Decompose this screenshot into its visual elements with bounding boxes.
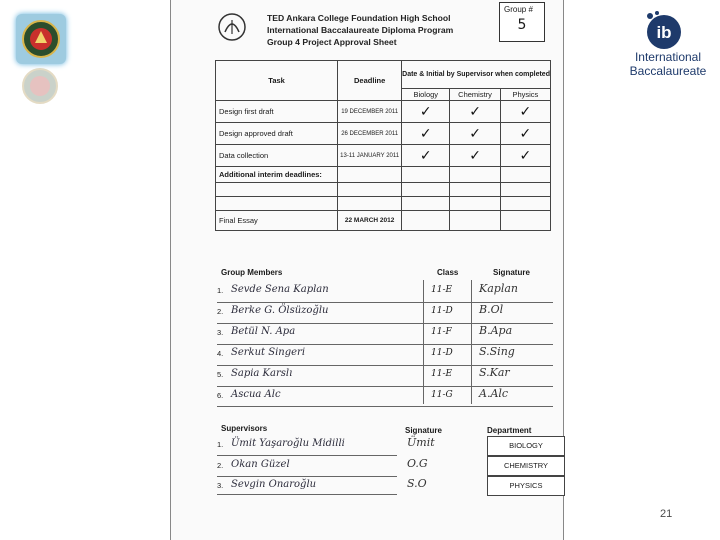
list-item: 1. Sevde Sena Kaplan 11-E Kaplan: [217, 282, 518, 295]
supervisor-name: Sevgin Onaroğlu: [231, 479, 317, 490]
approval-sheet: [170, 0, 564, 540]
members-header: Group Members: [221, 268, 283, 277]
deadline-header: Deadline: [338, 61, 402, 101]
check-icon: ✓: [402, 145, 450, 167]
task-table: [215, 60, 551, 231]
list-item: 2. Berke G. Ölsüzoğlu 11-D B.Ol: [217, 303, 504, 316]
member-name: Ascua Alc: [231, 389, 281, 400]
member-class: 11-F: [431, 327, 452, 337]
check-icon: ✓: [500, 145, 550, 167]
department-cell: BIOLOGY: [487, 436, 565, 456]
interim-label: Additional interim deadlines:: [216, 167, 338, 183]
supervisors-section: [217, 424, 557, 494]
supervisor-name: Okan Güzel: [231, 459, 290, 470]
deadline-cell: 19 DECEMBER 2011: [338, 101, 402, 123]
deadline-cell: 13-11 JANUARY 2011: [338, 145, 402, 167]
subject-physics: Physics: [500, 89, 550, 101]
check-icon: ✓: [450, 145, 500, 167]
final-task: Final Essay: [216, 211, 338, 231]
supervisor-signature: Ümit: [407, 436, 435, 449]
task-header: Task: [216, 61, 338, 101]
member-signature: B.Apa: [479, 324, 513, 337]
supervisors-header: Supervisors: [221, 424, 268, 433]
ted-logo-icon: [217, 12, 247, 42]
group-members-section: [217, 268, 553, 408]
group-value: 5: [517, 17, 527, 33]
table-row: [216, 211, 551, 231]
member-class: 11-D: [431, 348, 453, 358]
task-cell: Data collection: [216, 145, 338, 167]
member-class: 11-G: [431, 390, 453, 400]
task-cell: Design first draft: [216, 101, 338, 123]
member-class: 11-E: [431, 285, 453, 295]
sheet-title: Group 4 Project Approval Sheet: [267, 37, 397, 47]
supervisor-signature: O.G: [407, 457, 428, 470]
group-number-box: [499, 2, 545, 42]
member-name: Betül N. Apa: [231, 326, 296, 337]
member-signature: B.Ol: [479, 303, 504, 316]
member-name: Serkut Singeri: [231, 347, 306, 358]
final-deadline: 22 MARCH 2012: [338, 211, 402, 231]
list-item: 4. Serkut Singeri 11-D S.Sing: [217, 345, 515, 358]
deadline-cell: 26 DECEMBER 2011: [338, 123, 402, 145]
list-item: 5. Sapia Karslı 11-E S.Kar: [217, 366, 510, 379]
list-item: 1. Ümit Yaşaroğlu Midilli Ümit: [217, 436, 435, 449]
list-item: 3. Sevgin Onaroğlu S.O: [217, 477, 427, 490]
list-item: 2. Okan Güzel O.G: [217, 457, 428, 470]
svg-text:ib: ib: [656, 23, 672, 42]
check-icon: ✓: [450, 101, 500, 123]
supervisor-header: Date & Initial by Supervisor when completed: [402, 61, 551, 89]
signature-header: Signature: [493, 268, 530, 277]
college-logo-faded: [18, 66, 62, 106]
member-signature: A.Alc: [479, 387, 509, 400]
department-cell: PHYSICS: [487, 476, 565, 496]
supervisor-signature: S.O: [407, 477, 427, 490]
member-signature: S.Kar: [479, 366, 510, 379]
check-icon: ✓: [500, 123, 550, 145]
page-number: 21: [660, 508, 673, 520]
college-emblem-icon: [21, 19, 61, 59]
list-item: 3. Betül N. Apa 11-F B.Apa: [217, 324, 513, 337]
member-class: 11-D: [431, 306, 453, 316]
program-name: International Baccalaureate Diploma Program: [267, 25, 454, 35]
table-row: [216, 123, 551, 145]
sheet-header: [267, 12, 453, 48]
ib-wordmark: International Baccalaureate: [629, 50, 707, 78]
class-header: Class: [437, 268, 459, 277]
ib-logo-icon: [640, 8, 684, 52]
check-icon: ✓: [450, 123, 500, 145]
supervisor-name: Ümit Yaşaroğlu Midilli: [231, 438, 345, 449]
member-name: Sevde Sena Kaplan: [231, 284, 329, 295]
sup-signature-header: Signature: [405, 426, 442, 435]
subject-chemistry: Chemistry: [450, 89, 500, 101]
member-name: Sapia Karslı: [231, 368, 293, 379]
table-row: [216, 101, 551, 123]
list-item: 6. Ascua Alc 11-G A.Alc: [217, 387, 509, 400]
check-icon: ✓: [500, 101, 550, 123]
table-row: [216, 145, 551, 167]
member-signature: Kaplan: [479, 282, 518, 295]
member-signature: S.Sing: [479, 345, 515, 358]
department-header: Department: [487, 426, 532, 435]
check-icon: ✓: [402, 123, 450, 145]
college-logo: [16, 14, 66, 64]
group-label: Group #: [504, 5, 533, 14]
school-name: TED Ankara College Foundation High School: [267, 13, 451, 23]
member-class: 11-E: [431, 369, 453, 379]
member-name: Berke G. Ölsüzoğlu: [231, 305, 329, 316]
subject-biology: Biology: [402, 89, 450, 101]
department-cell: CHEMISTRY: [487, 456, 565, 476]
check-icon: ✓: [402, 101, 450, 123]
task-cell: Design approved draft: [216, 123, 338, 145]
